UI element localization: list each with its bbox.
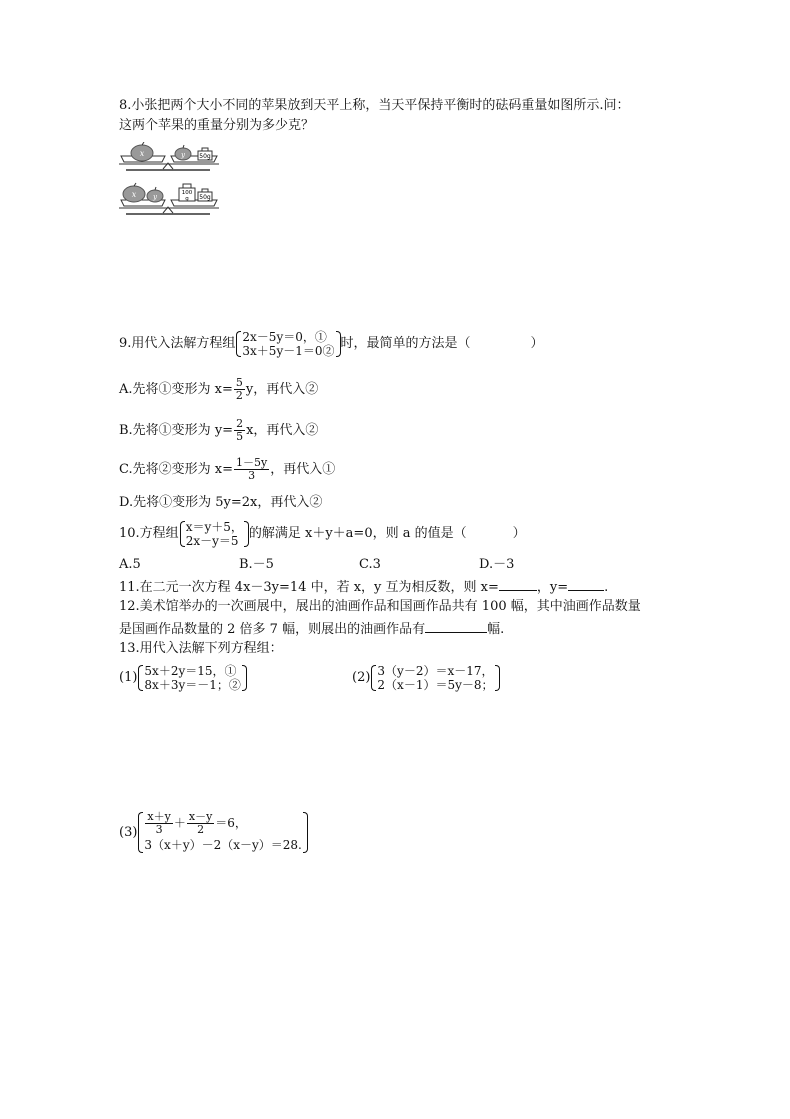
weight-50g-label: 50g <box>199 153 211 160</box>
q13-stem: 13.用代入法解下列方程组： <box>119 641 283 656</box>
q13-p3-frac1-den: 3 <box>155 823 163 836</box>
q9-stem-text: 9.用代入法解方程组 <box>119 336 236 351</box>
q10-option-a[interactable]: A.5 <box>119 557 141 572</box>
q10-eq2: 2x－y＝5 <box>185 533 239 548</box>
q9-b-den: 5 <box>236 430 244 443</box>
q9-option-c[interactable] <box>119 457 335 483</box>
q13-p3-system <box>137 811 307 854</box>
q12-line2 <box>119 619 504 639</box>
q9-c-den: 3 <box>248 469 256 482</box>
q9-eq2: 3x＋5y－1＝0② <box>242 343 335 358</box>
q9-b-text: B.先将①变形为 y= <box>119 423 234 438</box>
q13-p1-label: (1) <box>119 670 138 685</box>
q11-end: . <box>604 580 609 595</box>
q13-p2-label: (2) <box>352 670 371 685</box>
q11-y-blank[interactable] <box>568 577 604 591</box>
q13-part2 <box>352 662 500 694</box>
balance-figure <box>118 142 220 220</box>
q13-p3-frac2 <box>187 811 214 836</box>
q9-b-fraction <box>234 418 245 443</box>
q10-option-d[interactable]: D.－3 <box>479 557 515 572</box>
q13-part3 <box>119 808 308 858</box>
q13-p3-eq1 <box>144 811 301 836</box>
q9-answer-blank[interactable] <box>471 334 531 347</box>
q8-line1: 8.小张把两个大小不同的苹果放到天平上称，当天平保持平衡时的砝码重量如图所示.问： <box>119 98 630 113</box>
weight-100g-label-bottom: g <box>185 196 189 202</box>
balance-bottom <box>119 183 219 214</box>
q13-p3-plus: ＋ <box>173 816 186 830</box>
q13-p3-frac1-num: x＋y <box>147 810 171 823</box>
apple-x-label: x <box>139 149 145 158</box>
q11-mid: ，y= <box>536 580 569 595</box>
q9-c-fraction <box>234 457 269 482</box>
q9-a-fraction <box>234 377 245 402</box>
q10-system <box>179 520 249 548</box>
q9-eq1: 2x－5y＝0，① <box>242 329 327 344</box>
q12-answer-blank[interactable] <box>425 619 487 633</box>
q9-a-num: 5 <box>235 376 243 389</box>
q9-c-text: C.先将②变形为 x= <box>119 462 233 477</box>
q9-option-a[interactable] <box>119 377 318 403</box>
q13-p1-eq1: 5x＋2y＝15，① <box>144 663 237 678</box>
q10-eq1: x＝y＋5， <box>185 519 243 534</box>
q13-p3-frac1 <box>145 811 172 836</box>
q9-close: ） <box>530 336 544 351</box>
q12-line2-pre: 是国画作品数量的 2 倍多 7 幅，则展出的油画作品有 <box>119 622 426 637</box>
q13-p3-eq-tail: ＝6， <box>215 816 247 830</box>
q9-b-num: 2 <box>236 417 244 430</box>
apple-y-label: y <box>181 151 185 159</box>
weight-50g-label: 50g <box>199 194 211 201</box>
q12-line2-post: 幅. <box>487 622 505 637</box>
q10-option-c[interactable]: C.3 <box>359 557 381 572</box>
q9-stem <box>119 329 544 359</box>
q13-part1 <box>119 662 247 694</box>
q9-c-post: ，再代入① <box>270 462 336 477</box>
q9-system <box>235 330 340 358</box>
q10-option-b[interactable]: B.－5 <box>239 557 274 572</box>
q13-p1-eq2: 8x＋3y＝－1；② <box>144 677 241 692</box>
q10-stem-text: 10.方程组 <box>119 526 179 541</box>
weight-100g-label-top: 100 <box>181 190 193 196</box>
apple-y-label: y <box>153 193 157 201</box>
q9-a-text: A.先将①变形为 x= <box>119 382 233 397</box>
q10-stem <box>119 518 526 550</box>
q9-c-num: 1－5y <box>235 456 268 469</box>
q13-p3-eq2: 3（x＋y）－2（x－y）＝28. <box>144 838 302 852</box>
q13-p2-eq2: 2（x－1）＝5y－8； <box>377 677 494 692</box>
q9-b-post: x，再代入② <box>246 423 319 438</box>
q11-pre: 11.在二元一次方程 4x－3y=14 中，若 x，y 互为相反数，则 x= <box>119 580 499 595</box>
q13-p2-system <box>370 664 499 692</box>
apple-x-label: x <box>131 190 137 199</box>
q12-line1: 12.美术馆举办的一次画展中，展出的油画作品和国画作品共有 100 幅，其中油画作品数量 <box>119 599 641 614</box>
balance-top <box>119 142 219 170</box>
q9-option-b[interactable] <box>119 418 318 444</box>
q9-option-d[interactable]: D.先将①变形为 5y=2x，再代入② <box>119 495 323 510</box>
q9-a-den: 2 <box>235 389 243 402</box>
q9-tail: 时，最简单的方法是（ <box>340 336 471 351</box>
q13-p3-frac2-num: x－y <box>188 810 213 823</box>
q10-answer-blank[interactable] <box>467 524 513 537</box>
q13-p2-eq1: 3（y－2）＝x－17， <box>377 663 494 678</box>
q13-p1-system <box>137 664 246 692</box>
q13-p3-label: (3) <box>119 825 138 840</box>
q13-p3-frac2-den: 2 <box>197 823 205 836</box>
q10-tail: 的解满足 x＋y＋a=0，则 a 的值是（ <box>248 526 467 541</box>
q9-a-post: y，再代入② <box>245 382 319 397</box>
q8-line2: 这两个苹果的重量分别为多少克？ <box>119 118 315 133</box>
q11-x-blank[interactable] <box>499 577 537 591</box>
q11 <box>119 577 608 597</box>
q10-close: ） <box>512 526 526 541</box>
